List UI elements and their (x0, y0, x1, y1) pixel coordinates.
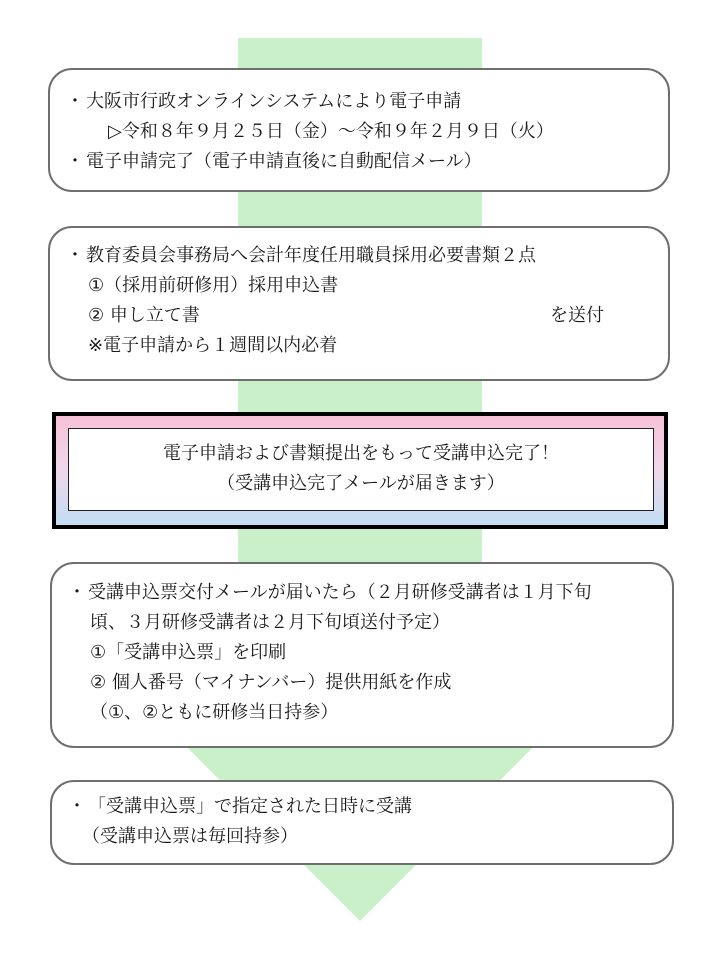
step-1-line-3 (66, 147, 668, 177)
complete-message: 電子申請および書類提出をもって受講申込完了！ (163, 443, 559, 464)
send-label: を送付 (550, 305, 604, 326)
step-5-attend-training (50, 780, 674, 865)
bullet: ・ (66, 91, 84, 112)
arrival-deadline-note: ※電子申請から１週間以内必着 (88, 335, 338, 356)
step-1-online-application (48, 68, 670, 192)
step-1-line-1-text: 大阪市行政オンラインシステムにより電子申請 (86, 91, 462, 112)
step-4-line-1-text: 受講申込票交付メールが届いたら（２月研修受講者は１月下旬 (88, 582, 592, 603)
step-1-line-3-text: 電子申請完了（電子申請直後に自動配信メール） (86, 151, 482, 172)
step-2-send-documents (48, 226, 670, 381)
step-2-line-1 (66, 241, 668, 271)
step-4-line-1 (68, 578, 672, 608)
bullet: ・ (66, 151, 84, 172)
bullet: ・ (66, 245, 84, 266)
step-4-ticket-mail (50, 562, 674, 748)
complete-mail-note: （受講申込完了メールが届きます） (217, 473, 505, 494)
application-complete-panel (68, 428, 654, 511)
step-5-line-1-text: 「受講申込票」で指定された日時に受講 (88, 796, 412, 817)
bullet: ・ (68, 796, 86, 817)
application-complete-banner (52, 412, 668, 529)
step-1-line-1 (66, 87, 668, 117)
document-item-2: ② 申し立て書 (88, 305, 200, 326)
print-ticket-item: ①「受講申込票」を印刷 (90, 642, 287, 663)
step-5-line-1 (68, 792, 672, 822)
bring-items-note: （①、②ともに研修当日持参） (90, 702, 339, 723)
document-item-1: ①（採用前研修用）採用申込書 (88, 275, 339, 296)
bullet: ・ (68, 582, 86, 603)
application-period: ▷令和８年９月２５日（金）～令和９年２月９日（火） (108, 121, 554, 142)
step-2-line-1-text: 教育委員会事務局へ会計年度任用職員採用必要書類２点 (86, 245, 536, 266)
mynumber-form-item: ② 個人番号（マイナンバー）提供用紙を作成 (90, 672, 452, 693)
step-4-line-2: 頃、３月研修受講者は２月下旬頃送付予定） (90, 612, 450, 633)
step-5-line-2: （受講申込票は毎回持参） (82, 826, 298, 847)
